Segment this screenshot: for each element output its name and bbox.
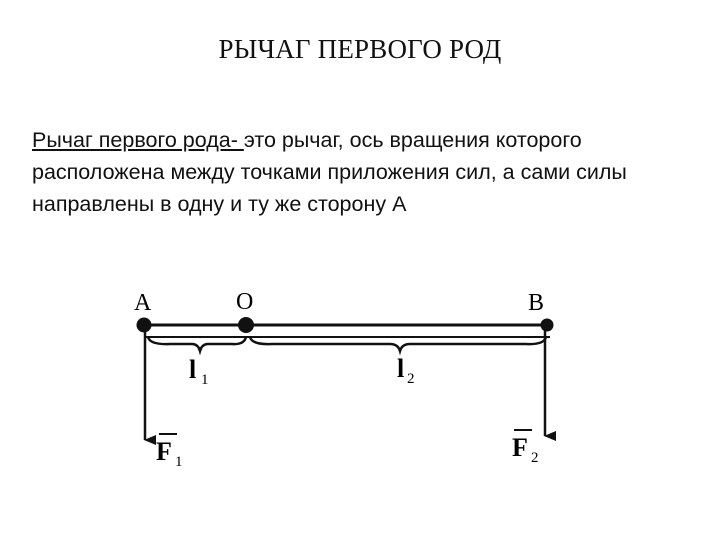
arm-l2-symbol: l [397,354,405,383]
force-f2-symbol: F [512,433,528,462]
definition-term: Рычаг первого рода- [32,128,244,152]
force-f1-label [156,434,183,470]
point-o-label: O [236,289,254,315]
force-f2-subscript: 2 [531,450,539,466]
arm-l2-subscript: 2 [407,371,415,387]
definition-body: это рычаг, ось вращения которого расположена между точками приложения сил, а сами силы направлены в одну и ту же сторону А [32,128,627,216]
point-a-label: A [134,290,152,316]
force-f1-subscript: 1 [175,454,183,470]
force-f1-symbol: F [156,437,172,466]
point-o-pivot [238,317,254,333]
arm-l2-label [397,354,415,387]
arm-l1-symbol: l [189,355,197,384]
point-b-dot [541,319,554,332]
brace-l2 [250,337,546,351]
force-f2-label [512,430,539,466]
arm-l1-subscript: 1 [201,372,209,388]
slide-title: РЫЧАГ ПЕРВОГО РОД [218,34,502,64]
arm-l1-label [189,355,209,388]
brace-l1 [148,337,246,351]
point-b-label: B [528,290,545,316]
